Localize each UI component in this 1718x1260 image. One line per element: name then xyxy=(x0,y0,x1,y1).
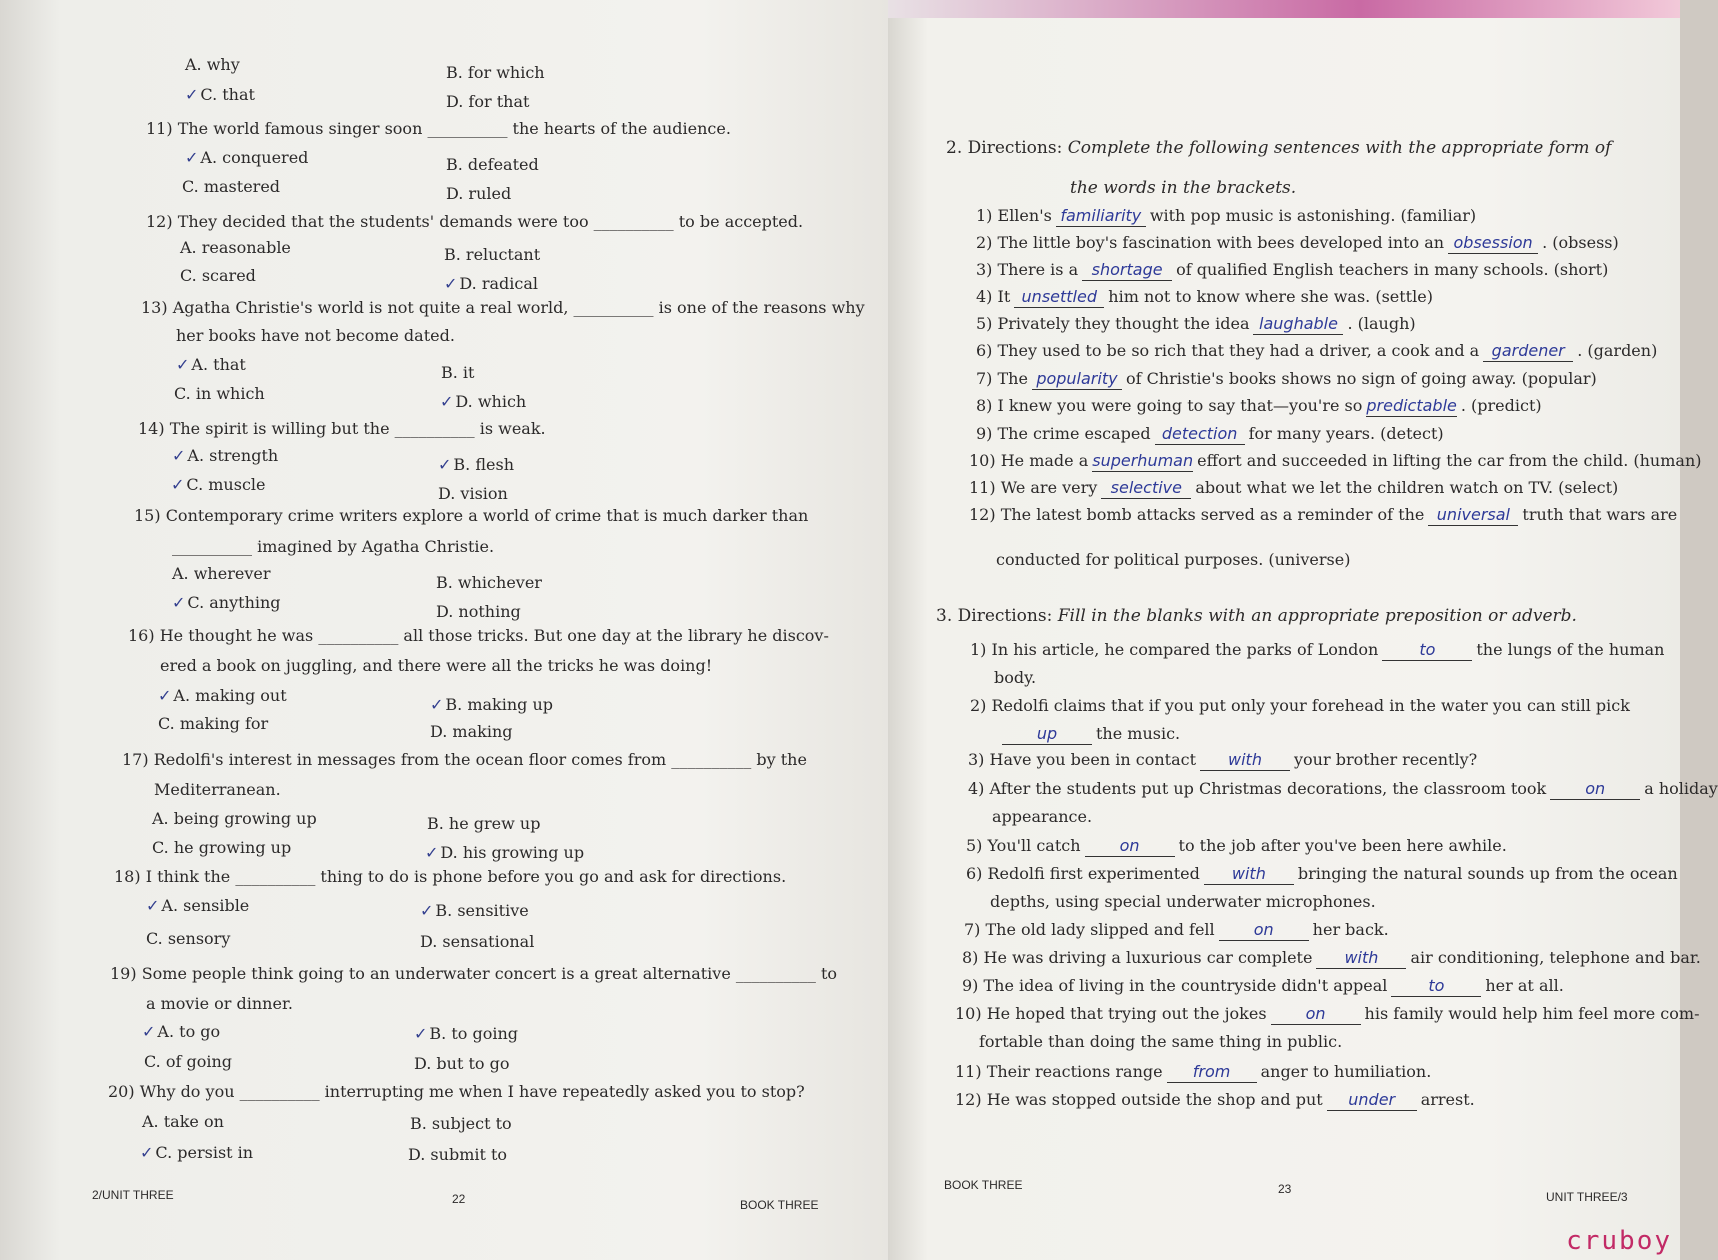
left-line-text: D. vision xyxy=(438,484,508,503)
left-footer-unit: 2/UNIT THREE xyxy=(92,1188,174,1202)
right-footer-unit: UNIT THREE/3 xyxy=(1546,1190,1628,1204)
answer-blank: on xyxy=(1085,836,1175,857)
left-line xyxy=(446,92,529,112)
left-line xyxy=(408,1145,507,1165)
left-line-text: B. it xyxy=(441,363,475,382)
left-line xyxy=(427,814,540,834)
left-line xyxy=(152,838,291,858)
left-line-text: D. which xyxy=(455,392,527,411)
left-line-text: C. mastered xyxy=(182,177,281,196)
left-line xyxy=(414,1054,510,1074)
left-line-text: 12) They decided that the students' demands were too __________ to be accepted. xyxy=(146,212,804,231)
exercise-prefix: 3) Have you been in contact xyxy=(968,750,1196,769)
exercise-prefix: 6) Redolfi first experimented xyxy=(966,864,1200,883)
exercise-line xyxy=(966,864,1678,885)
answer-blank: detection xyxy=(1155,424,1245,445)
left-line-text: B. making up xyxy=(445,695,554,714)
answer-blank: under xyxy=(1327,1090,1417,1111)
left-page-number: 22 xyxy=(452,1192,466,1206)
left-line-text: B. defeated xyxy=(446,155,539,174)
left-line-text: D. his growing up xyxy=(440,843,585,862)
check-mark-icon: ✓ xyxy=(440,392,454,411)
left-line-text: C. of going xyxy=(144,1052,233,1071)
exercise-line xyxy=(976,260,1608,281)
left-line-text: 19) Some people think going to an underwater concert is a great alternative __________ to xyxy=(110,964,838,983)
left-line-text: B. whichever xyxy=(436,573,542,592)
exercise-line-cont: body. xyxy=(994,668,1037,687)
left-line xyxy=(436,602,521,622)
exercise-suffix: . (obsess) xyxy=(1542,233,1619,252)
check-mark-icon: ✓ xyxy=(438,455,452,474)
exercise-suffix: arrest. xyxy=(1420,1090,1475,1109)
section-instruction: Complete the following sentences with the appropriate form of xyxy=(1067,138,1612,158)
left-line-text: ered a book on juggling, and there were all the tricks he was doing! xyxy=(160,656,713,675)
left-line-text: D. submit to xyxy=(408,1145,508,1164)
left-line xyxy=(172,593,281,613)
exercise-suffix: about what we let the children watch on TV. (select) xyxy=(1195,478,1619,497)
left-line-text: 18) I think the __________ thing to do is phone before you go and ask for directions. xyxy=(114,867,787,886)
exercise-suffix: her at all. xyxy=(1485,976,1564,995)
exercise-prefix: 2) Redolfi claims that if you put only your forehead in the water you can still pick xyxy=(970,696,1630,715)
exercise-line xyxy=(976,287,1433,308)
left-line-text: C. he growing up xyxy=(152,838,292,857)
left-line-text: A. conquered xyxy=(200,148,309,167)
left-line xyxy=(185,148,308,168)
left-line xyxy=(438,484,508,504)
exercise-suffix: a holiday xyxy=(1644,779,1718,798)
left-line-text: A. take on xyxy=(142,1112,224,1131)
right-footer-book: BOOK THREE xyxy=(944,1178,1023,1192)
left-line-text: D. nothing xyxy=(436,602,521,621)
left-line xyxy=(440,392,526,412)
left-line-text: A. being growing up xyxy=(152,809,317,828)
check-mark-icon: ✓ xyxy=(172,446,186,465)
left-line xyxy=(446,184,511,204)
exercise-line xyxy=(976,396,1542,417)
left-line xyxy=(140,1143,253,1163)
exercise-line xyxy=(970,696,1630,716)
left-line xyxy=(144,1052,232,1072)
exercise-prefix: 3) There is a xyxy=(976,260,1079,279)
check-mark-icon: ✓ xyxy=(444,274,458,293)
left-line xyxy=(114,867,786,887)
left-line-text: 15) Contemporary crime writers explore a world of crime that is much darker than xyxy=(134,506,809,525)
left-line xyxy=(182,177,280,197)
exercise-suffix: . (laugh) xyxy=(1347,314,1416,333)
left-line-text: __________ imagined by Agatha Christie. xyxy=(172,537,495,556)
left-line-text: C. scared xyxy=(180,266,256,285)
exercise-line xyxy=(962,976,1564,997)
left-line-text: C. that xyxy=(200,85,255,104)
left-line xyxy=(122,750,807,770)
answer-blank: with xyxy=(1204,864,1294,885)
left-line-text: A. why xyxy=(185,55,240,74)
left-line xyxy=(172,446,278,466)
exercise-line xyxy=(964,920,1389,941)
exercise-line xyxy=(955,1090,1475,1111)
left-line-text: D. but to go xyxy=(414,1054,510,1073)
left-line xyxy=(185,85,255,105)
left-line-text: D. sensational xyxy=(420,932,535,951)
watermark: cruboy xyxy=(1566,1226,1672,1256)
left-line-text: B. for which xyxy=(446,63,545,82)
left-line-text: 16) He thought he was __________ all those tricks. But one day at the library he discov- xyxy=(128,626,829,645)
exercise-suffix: of qualified English teachers in many schools. (short) xyxy=(1176,260,1609,279)
section-instruction-cont: the words in the brackets. xyxy=(1070,178,1297,198)
check-mark-icon: ✓ xyxy=(172,593,186,612)
left-line-text: D. making xyxy=(430,722,513,741)
left-line-text: A. reasonable xyxy=(180,238,291,257)
left-line xyxy=(160,656,712,676)
answer-blank: with xyxy=(1316,948,1406,969)
left-line-text: A. strength xyxy=(187,446,279,465)
left-line xyxy=(441,363,474,383)
left-line-text: D. for that xyxy=(446,92,530,111)
left-line xyxy=(154,780,281,800)
left-line xyxy=(414,1024,518,1044)
left-line xyxy=(180,266,256,286)
left-line-text: A. sensible xyxy=(161,896,250,915)
exercise-suffix: truth that wars are xyxy=(1522,505,1678,524)
left-line xyxy=(138,419,546,439)
left-line-text: C. anything xyxy=(187,593,281,612)
left-line xyxy=(110,964,837,984)
check-mark-icon: ✓ xyxy=(140,1143,154,1162)
left-line-text: C. sensory xyxy=(146,929,231,948)
left-line-text: 17) Redolfi's interest in messages from the ocean floor comes from __________ by the xyxy=(122,750,807,769)
left-line-text: B. flesh xyxy=(453,455,514,474)
left-line-text: B. subject to xyxy=(410,1114,512,1133)
exercise-line-cont xyxy=(998,724,1180,745)
check-mark-icon: ✓ xyxy=(414,1024,428,1043)
answer-blank: with xyxy=(1200,750,1290,771)
left-line xyxy=(176,355,246,375)
left-line xyxy=(141,298,865,318)
exercise-suffix: your brother recently? xyxy=(1294,750,1478,769)
exercise-line xyxy=(962,948,1701,969)
left-line-text: 11) The world famous singer soon __________ the hearts of the audience. xyxy=(146,119,731,138)
section-2-heading xyxy=(946,138,1611,158)
exercise-line xyxy=(968,750,1477,771)
exercise-line xyxy=(969,451,1701,472)
exercise-prefix: 5) You'll catch xyxy=(966,836,1081,855)
left-line-text: D. ruled xyxy=(446,184,512,203)
exercise-suffix: with pop music is astonishing. (familiar) xyxy=(1149,206,1477,225)
exercise-suffix: . (garden) xyxy=(1577,341,1658,360)
exercise-line xyxy=(969,478,1618,499)
exercise-prefix: 12) He was stopped outside the shop and put xyxy=(955,1090,1323,1109)
left-line xyxy=(410,1114,512,1134)
exercise-suffix: . (predict) xyxy=(1460,396,1542,415)
exercise-suffix: to the job after you've been here awhile. xyxy=(1178,836,1507,855)
exercise-line xyxy=(976,424,1444,445)
exercise-prefix: 2) The little boy's fascination with bees developed into an xyxy=(976,233,1445,252)
exercise-line xyxy=(966,836,1507,857)
exercise-prefix: 7) The xyxy=(976,369,1028,388)
left-line-text: B. reluctant xyxy=(444,245,541,264)
answer-blank: selective xyxy=(1101,478,1191,499)
left-line-text: 20) Why do you __________ interrupting me when I have repeatedly asked you to stop? xyxy=(108,1082,805,1101)
left-line xyxy=(146,212,803,232)
left-line xyxy=(180,238,291,258)
left-line xyxy=(444,274,538,294)
check-mark-icon: ✓ xyxy=(142,1022,156,1041)
left-line xyxy=(108,1082,805,1102)
exercise-line-cont: appearance. xyxy=(992,807,1093,826)
exercise-suffix: him not to know where she was. (settle) xyxy=(1108,287,1433,306)
exercise-prefix: 4) It xyxy=(976,287,1011,306)
exercise-prefix: 9) The idea of living in the countryside didn't appeal xyxy=(962,976,1388,995)
answer-blank: from xyxy=(1167,1062,1257,1083)
left-line xyxy=(158,686,287,706)
check-mark-icon: ✓ xyxy=(171,475,185,494)
left-line-text: B. he grew up xyxy=(427,814,541,833)
left-line xyxy=(142,1112,224,1132)
answer-blank: gardener xyxy=(1483,341,1573,362)
check-mark-icon: ✓ xyxy=(176,355,190,374)
left-line xyxy=(446,155,539,175)
left-footer-book: BOOK THREE xyxy=(740,1198,819,1212)
left-line-text: B. sensitive xyxy=(435,901,529,920)
exercise-line xyxy=(976,369,1597,390)
exercise-prefix: 4) After the students put up Christmas decorations, the classroom took xyxy=(968,779,1547,798)
exercise-line xyxy=(976,314,1416,335)
exercise-suffix: of Christie's books shows no sign of going away. (popular) xyxy=(1125,369,1597,388)
left-line xyxy=(176,326,455,346)
section-number: 3. Directions: xyxy=(936,606,1053,626)
exercise-suffix: her back. xyxy=(1312,920,1389,939)
answer-blank: shortage xyxy=(1082,260,1172,281)
left-line xyxy=(420,932,534,952)
exercise-line xyxy=(969,505,1677,526)
left-line xyxy=(146,929,230,949)
exercise-prefix: 5) Privately they thought the idea xyxy=(976,314,1250,333)
exercise-prefix: 1) In his article, he compared the parks of London xyxy=(970,640,1379,659)
left-line xyxy=(436,573,542,593)
exercise-prefix: 10) He hoped that trying out the jokes xyxy=(955,1004,1267,1023)
exercise-suffix: his family would help him feel more com- xyxy=(1364,1004,1700,1023)
left-line xyxy=(152,809,317,829)
check-mark-icon: ✓ xyxy=(430,695,444,714)
exercise-line xyxy=(976,206,1476,227)
left-line xyxy=(430,695,553,715)
exercise-prefix: 10) He made a xyxy=(969,451,1089,470)
exercise-prefix: 12) The latest bomb attacks served as a reminder of the xyxy=(969,505,1425,524)
answer-blank: popularity xyxy=(1032,369,1122,390)
left-line xyxy=(171,475,265,495)
check-mark-icon: ✓ xyxy=(420,901,434,920)
left-line-text: her books have not become dated. xyxy=(176,326,455,345)
exercise-line xyxy=(976,233,1619,254)
exercise-suffix: the lungs of the human xyxy=(1476,640,1665,659)
left-line-text: a movie or dinner. xyxy=(146,994,293,1013)
exercise-line xyxy=(970,640,1664,661)
exercise-line xyxy=(976,341,1657,362)
left-line-text: Mediterranean. xyxy=(154,780,281,799)
check-mark-icon: ✓ xyxy=(158,686,172,705)
left-line-text: 14) The spirit is willing but the __________ is weak. xyxy=(138,419,546,438)
exercise-prefix: 1) Ellen's xyxy=(976,206,1052,225)
check-mark-icon: ✓ xyxy=(185,148,199,167)
left-line xyxy=(446,63,545,83)
exercise-line xyxy=(955,1062,1431,1083)
left-line-text: 13) Agatha Christie's world is not quite a real world, __________ is one of the reasons why xyxy=(141,298,865,317)
exercise-line xyxy=(968,779,1718,800)
left-line-text: C. in which xyxy=(174,384,265,403)
section-3-heading xyxy=(936,606,1577,626)
exercise-line-cont: fortable than doing the same thing in public. xyxy=(979,1032,1343,1051)
exercise-prefix: 9) The crime escaped xyxy=(976,424,1151,443)
exercise-suffix: bringing the natural sounds up from the ocean xyxy=(1297,864,1678,883)
answer-blank: predictable xyxy=(1366,396,1457,415)
left-line-text: C. persist in xyxy=(155,1143,254,1162)
left-line xyxy=(430,722,513,742)
exercise-prefix: 7) The old lady slipped and fell xyxy=(964,920,1215,939)
section-number: 2. Directions: xyxy=(946,138,1063,158)
exercise-prefix: 11) We are very xyxy=(969,478,1098,497)
exercise-suffix: anger to humiliation. xyxy=(1260,1062,1432,1081)
check-mark-icon: ✓ xyxy=(146,896,160,915)
left-line xyxy=(146,896,249,916)
left-line xyxy=(444,245,540,265)
left-line xyxy=(146,119,731,139)
answer-blank: on xyxy=(1550,779,1640,800)
exercise-line-cont: conducted for political purposes. (universe) xyxy=(996,550,1351,569)
left-line xyxy=(438,455,514,475)
answer-blank: familiarity xyxy=(1056,206,1146,227)
left-line xyxy=(146,994,293,1014)
answer-blank: unsettled xyxy=(1014,287,1104,308)
check-mark-icon: ✓ xyxy=(425,843,439,862)
left-line xyxy=(172,537,494,557)
left-line-text: A. that xyxy=(191,355,246,374)
left-line-text: A. making out xyxy=(173,686,287,705)
left-line xyxy=(158,714,268,734)
left-line xyxy=(134,506,808,526)
right-page-number: 23 xyxy=(1278,1182,1292,1196)
exercise-prefix: 6) They used to be so rich that they had a driver, a cook and a xyxy=(976,341,1480,360)
exercise-prefix: 11) Their reactions range xyxy=(955,1062,1163,1081)
exercise-suffix: the music. xyxy=(1096,724,1181,743)
exercise-suffix: air conditioning, telephone and bar. xyxy=(1410,948,1701,967)
answer-blank: on xyxy=(1219,920,1309,941)
left-line-text: C. making for xyxy=(158,714,269,733)
check-mark-icon: ✓ xyxy=(185,85,199,104)
left-line-text: B. to going xyxy=(429,1024,519,1043)
answer-blank: laughable xyxy=(1253,314,1343,335)
left-line-text: A. to go xyxy=(157,1022,221,1041)
left-line xyxy=(128,626,829,646)
left-line-text: D. radical xyxy=(459,274,538,293)
left-line xyxy=(425,843,584,863)
left-line-text: C. muscle xyxy=(186,475,266,494)
answer-blank: to xyxy=(1391,976,1481,997)
left-line xyxy=(420,901,529,921)
exercise-suffix: for many years. (detect) xyxy=(1248,424,1444,443)
answer-blank: superhuman xyxy=(1092,451,1194,470)
exercise-line xyxy=(955,1004,1699,1025)
exercise-line-cont: depths, using special underwater microphones. xyxy=(990,892,1376,911)
left-line xyxy=(174,384,265,404)
answer-blank: obsession xyxy=(1448,233,1538,254)
answer-blank: up xyxy=(1002,724,1092,745)
left-line-text: A. wherever xyxy=(172,564,271,583)
section-instruction: Fill in the blanks with an appropriate preposition or adverb. xyxy=(1057,606,1577,626)
exercise-prefix: 8) He was driving a luxurious car complete xyxy=(962,948,1313,967)
left-line xyxy=(142,1022,220,1042)
exercise-suffix: effort and succeeded in lifting the car from the child. (human) xyxy=(1197,451,1702,470)
answer-blank: on xyxy=(1271,1004,1361,1025)
answer-blank: universal xyxy=(1428,505,1518,526)
answer-blank: to xyxy=(1382,640,1472,661)
left-line xyxy=(185,55,240,75)
exercise-prefix: 8) I knew you were going to say that—you're so xyxy=(976,396,1363,415)
left-line xyxy=(172,564,270,584)
